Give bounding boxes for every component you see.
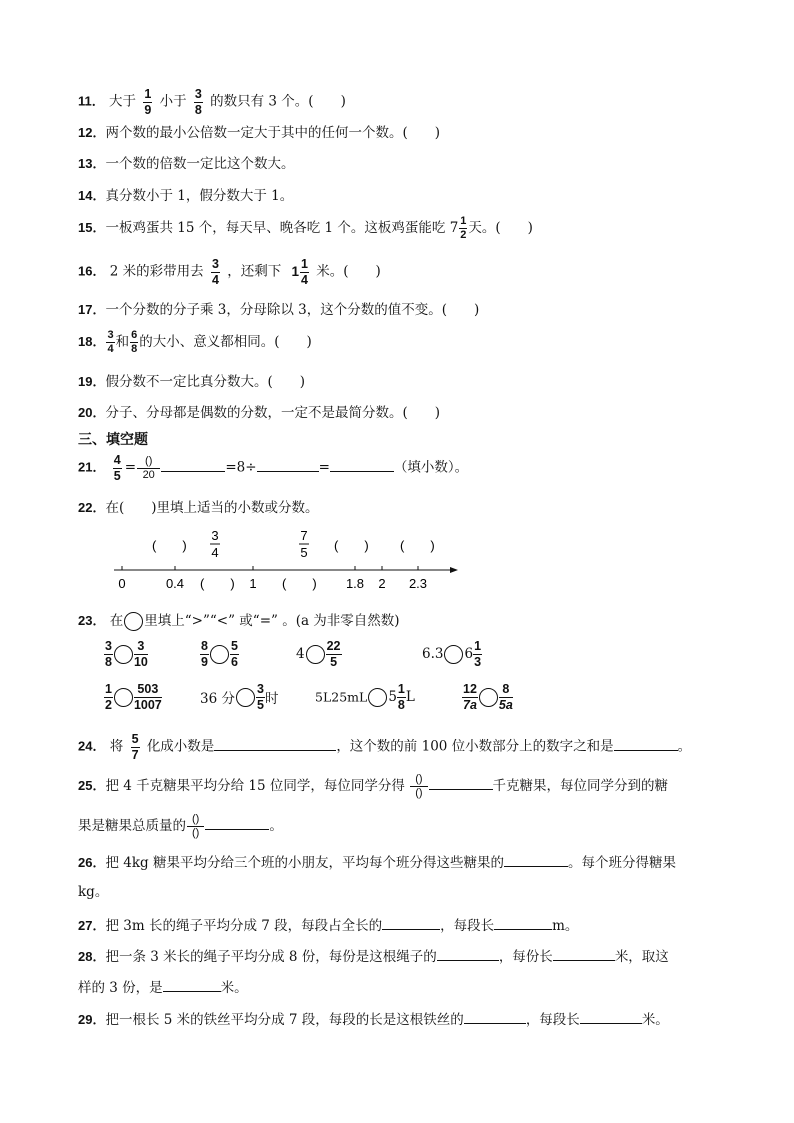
question-23: 23． 在 里填上“>”“<” 或“=” 。(a 为非零自然数) (78, 613, 400, 629)
question-17: 17．一个分数的分子乘 3，分母除以 3，这个分数的值不变。( ) (78, 302, 480, 318)
question-28-continued: 样的 3 份，是 米。 (78, 977, 248, 997)
question-27: 27．把 3m 长的绳子平均分成 7 段，每段占全长的 ，每段长 m。 (78, 915, 578, 935)
compare-circle[interactable] (236, 688, 255, 707)
fraction: $\frac{5}{7}$ (131, 732, 139, 762)
answer-blank[interactable] (580, 1009, 642, 1024)
question-29: 29．把一根长 5 米的铁丝平均分成 7 段，每段的长是这根铁丝的 ，每段长 米。 (78, 1009, 669, 1029)
question-15: 15．一板鸡蛋共 15 个，每天早、晚各吃 1 个。这板鸡蛋能吃 7 $\frac{1}{2}$ 天。( ) (78, 215, 533, 241)
compare-circle[interactable] (368, 688, 387, 707)
blank-paren[interactable]: ( ) (152, 538, 187, 553)
blank-paren[interactable]: ( ) (400, 538, 435, 553)
fraction: $\frac{1}{4}$ (301, 257, 308, 287)
question-24: 24． 将 $\frac{5}{7}$ 化成小数是 ，这个数的前 100 位小数部分上的数字之和是 。 (78, 732, 692, 762)
fraction: $\frac{6}{8}$ (131, 329, 138, 355)
blank-paren[interactable]: ( ) (334, 538, 369, 553)
question-25-continued: 果是糖果总质量的 $\frac{()}{()}$ 。 (78, 813, 283, 839)
fraction: $\frac{4}{5}$ (113, 453, 121, 483)
question-number: 11． (78, 93, 105, 109)
compare-circle[interactable] (479, 688, 498, 707)
question-25: 25．把 4 千克糖果平均分给 15 位同学，每位同学分得 $\frac{()}{()}$ 千克糖果，每位同学分到的糖 (78, 773, 669, 799)
answer-blank[interactable] (214, 736, 336, 751)
compare-circle[interactable] (306, 645, 325, 664)
question-26: 26．把 4kg 糖果平均分给三个班的小朋友，平均每个班分得这些糖果的 。每个班分得糖果 (78, 852, 676, 872)
tick-label: 2.3 (408, 576, 428, 591)
question-20: 20．分子、分母都是偶数的分数，一定不是最简分数。( ) (78, 405, 441, 421)
compare-item: $\frac{3}{8}$ $\frac{3}{10}$ (105, 639, 148, 669)
question-12: 12．两个数的最小公倍数一定大于其中的任何一个数。( ) (78, 125, 441, 141)
compare-circle[interactable] (114, 645, 133, 664)
fraction: $\frac{()}{()}$ (410, 774, 427, 799)
compare-circle[interactable] (124, 612, 143, 631)
blank-paren[interactable]: ( ) (282, 576, 317, 591)
answer-blank[interactable] (464, 1009, 526, 1024)
question-19: 19．假分数不一定比真分数大。( ) (78, 374, 306, 390)
question-28: 28．把一条 3 米长的绳子平均分成 8 份，每份是这根绳子的 ，每份长 米，取这 (78, 946, 669, 966)
answer-blank[interactable] (330, 457, 394, 472)
answer-blank[interactable] (163, 977, 221, 992)
arrow-icon (450, 567, 458, 573)
answer-blank[interactable] (382, 915, 440, 930)
fraction: $\frac{3}{4}$ (107, 329, 114, 355)
fraction: $\frac{1}{9}$ (144, 87, 152, 117)
compare-item: $\frac{8}{9}$ $\frac{5}{6}$ (201, 639, 238, 669)
answer-blank[interactable] (161, 457, 225, 472)
compare-circle[interactable] (444, 645, 463, 664)
compare-circle[interactable] (114, 688, 133, 707)
answer-blank[interactable] (205, 815, 269, 830)
answer-blank[interactable] (614, 736, 678, 751)
compare-item: 6.3 6 $\frac{1}{3}$ (422, 639, 482, 669)
compare-item: 36 分 $\frac{3}{5}$ 时 (200, 682, 279, 712)
question-14: 14．真分数小于 1，假分数大于 1。 (78, 188, 294, 204)
compare-circle[interactable] (210, 645, 229, 664)
answer-blank[interactable] (494, 915, 552, 930)
fraction: $\frac{()}{20}$ (137, 456, 160, 481)
blank-paren[interactable]: ( ) (200, 576, 235, 591)
question-11: 11． 大于 $\frac{1}{9}$ 小于 $\frac{3}{8}$ 的数只有 3 个。( ) (78, 87, 346, 117)
fraction-denominator: 4 (211, 545, 219, 560)
question-26-continued: kg。 (78, 884, 109, 900)
question-21: 21． $\frac{4}{5}$ = $\frac{()}{20}$ =8÷ = （填小数）。 (78, 453, 469, 483)
tick-label: 0.4 (165, 576, 185, 591)
fraction: $\frac{3}{8}$ (194, 87, 202, 117)
tick-label: 1 (249, 576, 257, 591)
question-13: 13．一个数的倍数一定比这个数大。 (78, 156, 295, 172)
answer-blank[interactable] (257, 457, 319, 472)
question-18: 18． $\frac{3}{4}$ 和 $\frac{6}{8}$ 的大小、意义都相同。( ) (78, 329, 312, 355)
fraction-denominator: 5 (300, 545, 308, 560)
compare-item: $\frac{12}{7a}$ $\frac{8}{5a}$ (463, 682, 513, 712)
tick-label: 1.8 (345, 576, 365, 591)
fraction-numerator: 3 (211, 530, 219, 543)
answer-blank[interactable] (437, 946, 499, 961)
answer-blank[interactable] (504, 852, 568, 867)
question-16: 16． 2 米的彩带用去 $\frac{3}{4}$ ，还剩下 1 $\frac{1}{4}$ 米。( ) (78, 257, 381, 287)
fraction-numerator: 7 (300, 530, 308, 543)
answer-blank[interactable] (429, 775, 493, 790)
tick-label: 2 (378, 576, 386, 591)
question-22: 22．在( )里填上适当的小数或分数。 (78, 500, 319, 516)
tick-label: 0 (118, 576, 126, 591)
compare-item: $\frac{1}{2}$ $\frac{503}{1007}$ (105, 682, 162, 712)
fraction: $\frac{3}{4}$ (211, 257, 219, 287)
compare-item: 5L25mL 5 $\frac{1}{8}$ L (315, 682, 415, 712)
number-line (110, 530, 470, 595)
fraction: $\frac{()}{()}$ (187, 814, 204, 839)
fraction: $\frac{1}{2}$ (460, 215, 467, 241)
section-heading: 三、填空题 (78, 431, 148, 447)
answer-blank[interactable] (553, 946, 615, 961)
compare-item: 4 $\frac{22}{5}$ (296, 639, 341, 669)
